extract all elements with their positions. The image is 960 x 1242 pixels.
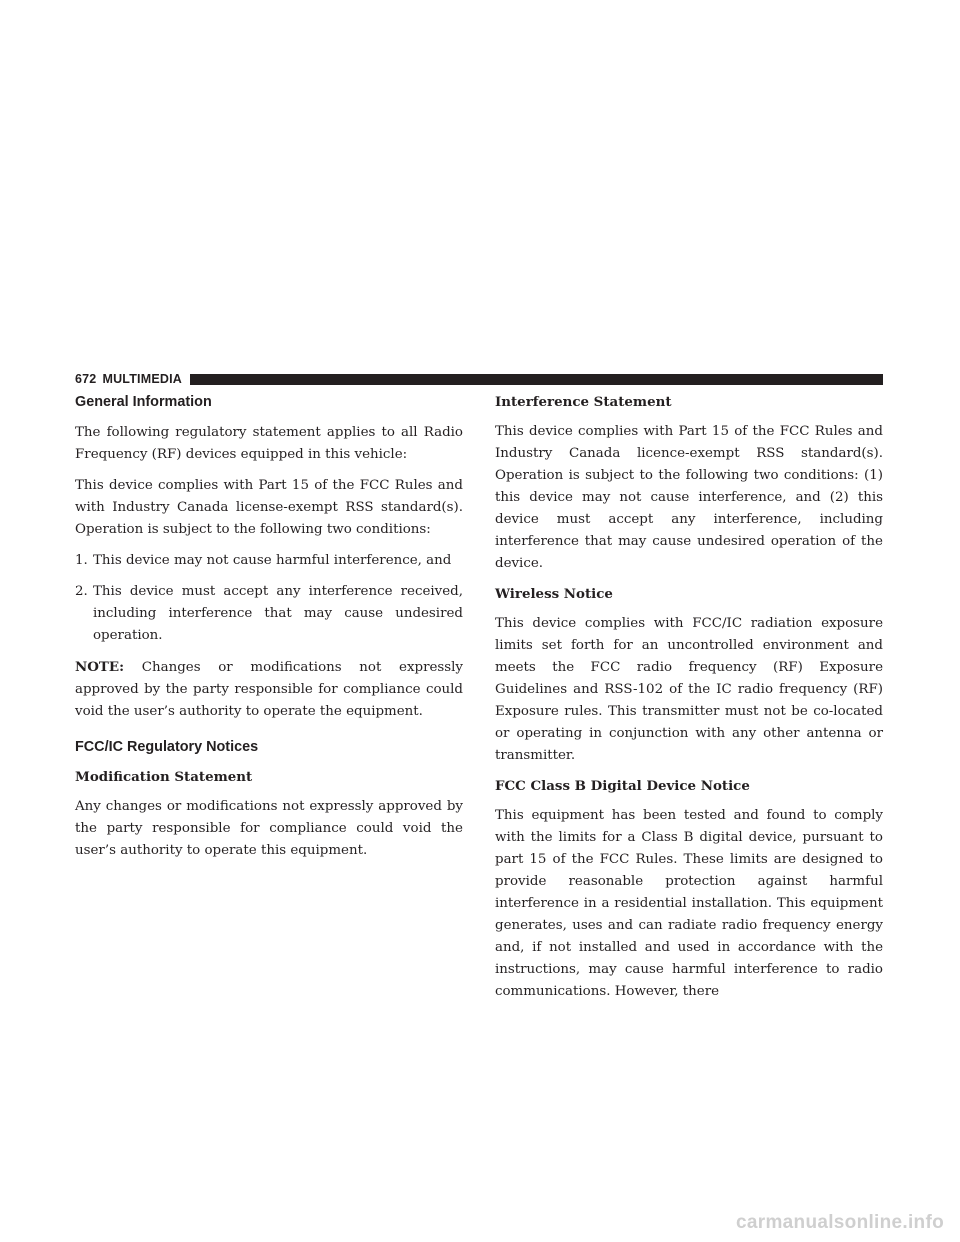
page-header (75, 372, 883, 386)
class-b-heading: FCC Class B Digital Device Notice (495, 778, 750, 794)
wireless-heading: Wireless Notice (495, 586, 613, 602)
note-label: NOTE: (75, 659, 125, 675)
class-b-paragraph: This equipment has been tested and found to comply with the limits for a Class B digital device, pursuant to part 15 of the FCC Rules. These limits are designed to provide reasonable protection against harmful interference in a residential installation. This equipment generates, uses and can radiate radio frequency energy and, if not installed and used in accordance with the instructions, may cause harmful interference to radio communications. However, there (495, 808, 883, 999)
right-column (495, 392, 883, 1012)
left-column (75, 392, 463, 871)
note-paragraph (75, 656, 463, 723)
note-text: Changes or modifications not expressly approved by the party responsible for compliance could void the user’s authority to operate the equipment. (75, 660, 463, 719)
intro-paragraph: The following regulatory statement applies to all Radio Frequency (RF) devices equipped in this vehicle: (75, 425, 463, 462)
interference-paragraph: This device complies with Part 15 of the FCC Rules and Industry Canada licence-exempt RSS standard(s). Operation is subject to the following two conditions: (1) this device may not cause interference, and (2) this device must accept any interference, including interference that may cause undesired operation of the device. (495, 424, 883, 571)
wireless-paragraph: This device complies with FCC/IC radiation exposure limits set forth for an uncontrolled environment and meets the FCC radio frequency (RF) Exposure Guidelines and RSS-102 of the IC radio frequency (RF) Exposure rules. This transmitter must not be co-located or operating in conjunction with any other antenna or transmitter. (495, 616, 883, 763)
fcc-ic-heading: FCC/IC Regulatory Notices (75, 739, 259, 755)
interference-heading: Interference Statement (495, 394, 672, 410)
list-number: 1. (75, 553, 88, 568)
list-item (75, 581, 463, 647)
modification-paragraph: Any changes or modifications not expressly approved by the party responsible for compliance could void the user’s authority to operate this equipment. (75, 799, 463, 858)
compliance-paragraph: This device complies with Part 15 of the FCC Rules and with Industry Canada license-exempt RSS standard(s). Operation is subject to the following two conditions: (75, 478, 463, 537)
header-rule (190, 374, 883, 385)
list-item (75, 550, 463, 572)
site-watermark: carmanualsonline.info (736, 1212, 944, 1233)
list-text: This device must accept any interference received, including interference that may cause undesired operation. (93, 584, 463, 643)
list-number: 2. (75, 584, 88, 599)
section-title: MULTIMEDIA (102, 372, 183, 386)
page-number: 672 (75, 372, 97, 386)
modification-heading: Modification Statement (75, 769, 253, 785)
list-text: This device may not cause harmful interference, and (93, 553, 452, 568)
general-information-heading: General Information (75, 394, 212, 410)
